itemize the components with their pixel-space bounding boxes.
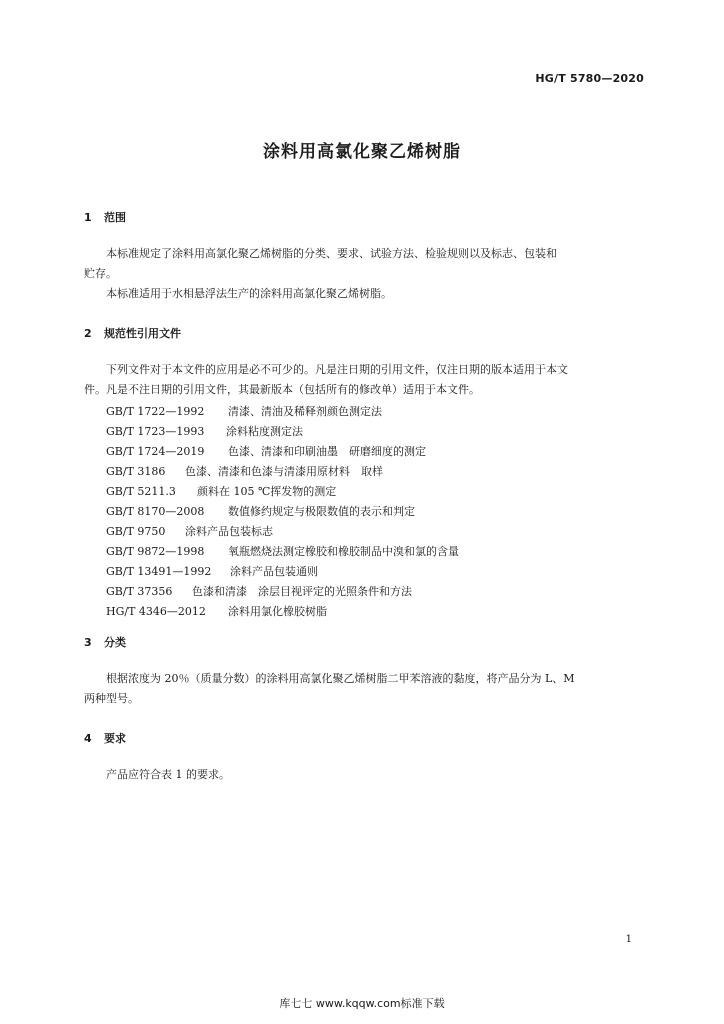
reference-code: GB/T 1723—1993 [106, 425, 205, 438]
reference-title: 色漆、清漆和色漆与清漆用原材料 取样 [185, 465, 383, 478]
reference-code: GB/T 9750 [106, 525, 166, 538]
reference-item [106, 503, 415, 519]
reference-code: GB/T 37356 [106, 585, 173, 598]
section-title: 要求 [104, 732, 126, 745]
section-number: 1 [84, 211, 92, 224]
section-heading-2 [84, 325, 181, 341]
page-title: 涂料用高氯化聚乙烯树脂 [263, 142, 461, 162]
reference-item [106, 523, 273, 539]
reference-item [106, 443, 426, 459]
reference-title: 清漆、清油及稀释剂颜色测定法 [228, 405, 382, 418]
section-heading-3 [84, 634, 126, 650]
document-number: HG/T 5780—2020 [535, 72, 644, 85]
reference-item [106, 603, 327, 619]
paragraph-line: 本标准适用于水相悬浮法生产的涂料用高氯化聚乙烯树脂。 [106, 287, 392, 300]
section-title: 分类 [104, 636, 126, 649]
reference-item [106, 563, 318, 579]
reference-title: 涂料用氯化橡胶树脂 [228, 605, 327, 618]
footer-watermark: 库七七 www.kqqw.com标准下载 [279, 997, 445, 1010]
reference-title: 颜料在 105 ℃挥发物的测定 [197, 485, 337, 498]
paragraph-line: 件。凡是不注日期的引用文件，其最新版本（包括所有的修改单）适用于本文件。 [84, 383, 480, 396]
reference-title: 色漆、清漆和印刷油墨 研磨细度的测定 [228, 445, 426, 458]
paragraph-line: 贮存。 [84, 267, 117, 280]
reference-item [106, 543, 459, 559]
reference-item [106, 483, 336, 499]
page-number: 1 [625, 934, 632, 945]
reference-title: 数值修约规定与极限数值的表示和判定 [228, 505, 415, 518]
reference-code: GB/T 8170—2008 [106, 505, 205, 518]
section-heading-1 [84, 209, 126, 225]
reference-code: GB/T 13491—1992 [106, 565, 212, 578]
reference-code: GB/T 3186 [106, 465, 166, 478]
section-title: 规范性引用文件 [104, 327, 181, 340]
reference-title: 涂料产品包装通则 [230, 565, 318, 578]
reference-title: 氧瓶燃烧法测定橡胶和橡胶制品中溴和氯的含量 [228, 545, 459, 558]
reference-title: 涂料产品包装标志 [185, 525, 273, 538]
paragraph-line: 本标准规定了涂料用高氯化聚乙烯树脂的分类、要求、试验方法、检验规则以及标志、包装和 [106, 247, 557, 260]
paragraph-line: 两种型号。 [84, 692, 139, 705]
paragraph-line: 产品应符合表 1 的要求。 [106, 768, 230, 781]
reference-code: GB/T 9872—1998 [106, 545, 205, 558]
reference-item [106, 423, 303, 439]
reference-title: 色漆和清漆 涂层目视评定的光照条件和方法 [192, 585, 412, 598]
reference-title: 涂料粘度测定法 [226, 425, 303, 438]
reference-code: GB/T 1722—1992 [106, 405, 205, 418]
section-title: 范围 [104, 211, 126, 224]
reference-item [106, 403, 382, 419]
reference-item [106, 463, 383, 479]
section-heading-4 [84, 730, 126, 746]
section-number: 3 [84, 636, 92, 649]
section-number: 2 [84, 327, 92, 340]
reference-item [106, 583, 412, 599]
paragraph-line: 下列文件对于本文件的应用是必不可少的。凡是注日期的引用文件，仅注日期的版本适用于本文 [106, 363, 568, 376]
reference-code: GB/T 5211.3 [106, 485, 176, 498]
paragraph-line: 根据浓度为 20％（质量分数）的涂料用高氯化聚乙烯树脂二甲苯溶液的黏度，将产品分为 L、M [106, 672, 575, 685]
section-number: 4 [84, 732, 92, 745]
reference-code: GB/T 1724—2019 [106, 445, 205, 458]
reference-code: HG/T 4346—2012 [106, 605, 206, 618]
